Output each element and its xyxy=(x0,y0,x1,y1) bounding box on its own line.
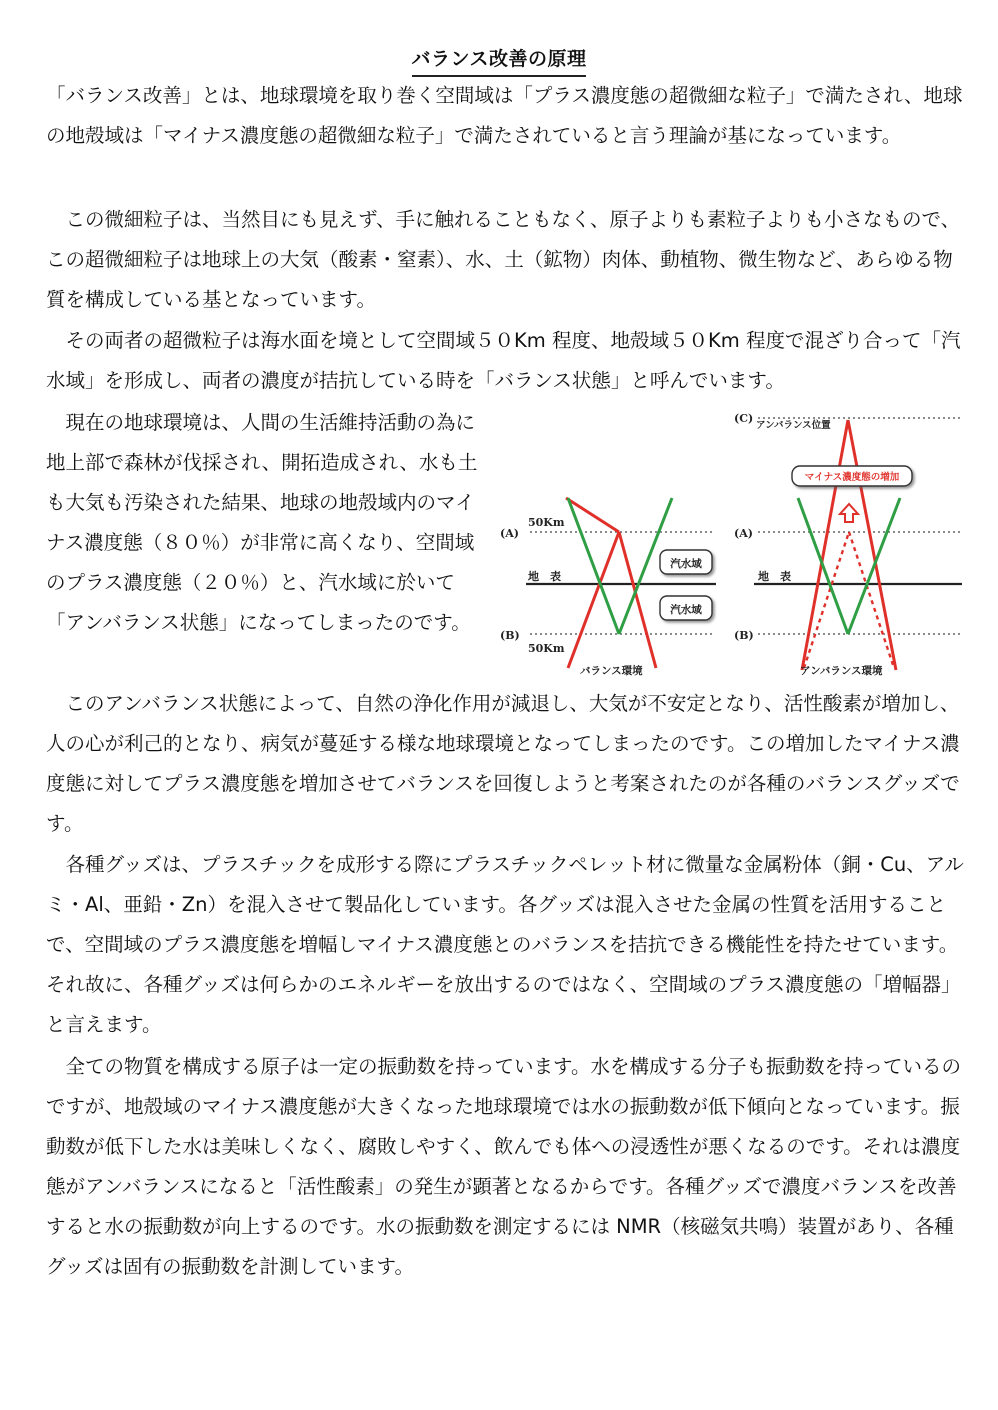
brackish-label-upper: 汽水域 xyxy=(670,558,702,570)
red-dotted-1 xyxy=(804,532,849,668)
unbalanced-diagram xyxy=(734,412,962,677)
label-top-50km: 50Km xyxy=(528,516,565,529)
label-b-right: (B) xyxy=(734,629,754,642)
red-line-2 xyxy=(568,532,619,668)
label-c-right: (C) xyxy=(734,412,754,425)
brackish-label-lower: 汽水域 xyxy=(670,604,702,616)
paragraph-4: 現在の地球環境は、人間の生活維持活動の為に地上部で森林が伐採され、開拓造成され、水も土も大気も汚染された結果、地球の地殻域内のマイナス濃度態（８０％）が非常に高くなり、空間域のプラス濃度態（２０％）と、汽水域に於いて「アンバランス状態」になってしまったのです。 xyxy=(46,411,478,634)
label-a-left: (A) xyxy=(500,527,519,540)
caption-balanced: バランス環境 xyxy=(580,665,643,677)
paragraph-1: 「バランス改善」とは、地球環境を取り巻く空間域は「プラス濃度態の超微細な粒子」で満たされ、地球の地殻域は「マイナス濃度態の超微細な粒子」で満たされていると言う理論が基になっています。 xyxy=(46,84,963,147)
paragraph-7: 全ての物質を構成する原子は一定の振動数を持っています。水を構成する分子も振動数を持っているのですが、地殻域のマイナス濃度態が大きくなった地球環境では水の振動数が低下傾向となっています。振動数が低下した水は美味しくなく、腐敗しやすく、飲んでも体への浸透性が悪くなるのです。それは濃度態がアンバランスになると「活性酸素」の発生が顕著となるからです。各種グッズで濃度バランスを改善すると水の振動数が向上するのです。水の振動数を測定するには NMR（核磁気共鳴）装置があり、各種グッズは固有の振動数を計測しています。 xyxy=(46,1055,961,1278)
green-line-r2 xyxy=(848,498,900,634)
red-line-r2 xyxy=(848,420,896,670)
page-title xyxy=(0,44,998,71)
paragraph-2: この微細粒子は、当然目にも見えず、手に触れることもなく、原子よりも素粒子よりも小さなもので、この超微細粒子は地球上の大気（酸素・窒素）、水、土（鉱物）肉体、動植物、微生物など、あらゆる物質を構成している基となっています。 xyxy=(46,208,961,311)
paragraph-3: その両者の超微粒子は海水面を境として空間域５０Km 程度、地殻域５０Km 程度で混ざり合って「汽水域」を形成し、両者の濃度が拮抗している時を「バランス状態」と呼んでいます。 xyxy=(46,329,961,392)
up-arrow-icon xyxy=(840,504,858,522)
green-line-1 xyxy=(568,498,619,634)
page-title-text: バランス改善の原理 xyxy=(412,48,587,77)
increase-label: マイナス濃度態の増加 xyxy=(804,472,900,483)
label-ground-right: 地 表 xyxy=(758,570,791,583)
label-a-right: (A) xyxy=(734,527,753,540)
paragraph-5: このアンバランス状態によって、自然の浄化作用が減退し、大気が不安定となり、活性酸素が増加し、人の心が利己的となり、病気が蔓延する様な地球環境となってしまったのです。この増加したマイナス濃度態に対してプラス濃度態を増加させてバランスを回復しようと考案されたのが各種のバランスグッズです。 xyxy=(46,692,960,835)
red-dotted-2 xyxy=(849,532,894,668)
balance-diagram xyxy=(496,404,966,680)
label-b-left: (B) xyxy=(500,629,520,642)
caption-unbalanced: アンバランス環境 xyxy=(800,665,883,677)
label-bottom-50km: 50Km xyxy=(528,642,565,655)
label-ground-left: 地 表 xyxy=(528,570,561,583)
balanced-diagram xyxy=(500,498,716,677)
label-c-text: アンバランス位置 xyxy=(756,420,831,431)
red-line-r1 xyxy=(802,420,848,670)
paragraph-6: 各種グッズは、プラスチックを成形する際にプラスチックペレット材に微量な金属粉体（銅・Cu、アルミ・Al、亜鉛・Zn）を混入させて製品化しています。各グッズは混入させた金属の性質を活用することで、空間域のプラス濃度態を増幅しマイナス濃度態とのバランスを拮抗できる機能性を持たせています。それ故に、各種グッズは何らかのエネルギーを放出するのではなく、空間域のプラス濃度態の「増幅器」と言えます。 xyxy=(46,853,964,1036)
